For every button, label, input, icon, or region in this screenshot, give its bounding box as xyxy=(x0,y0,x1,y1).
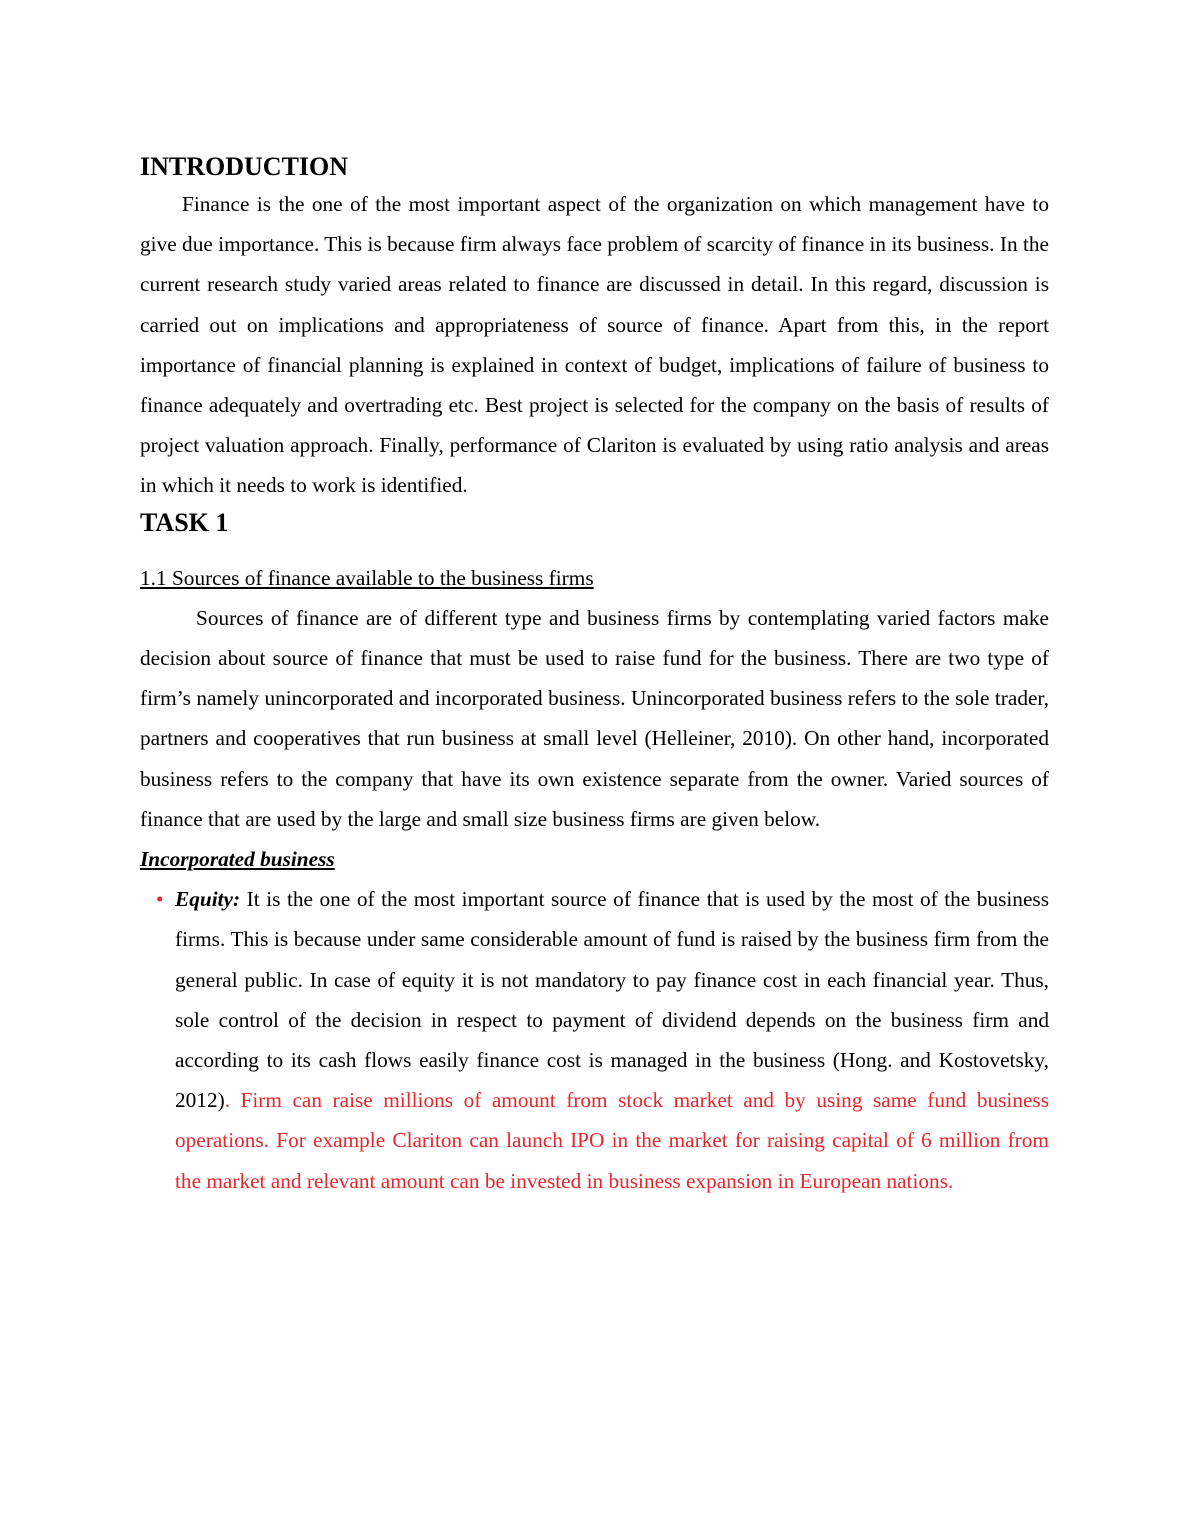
introduction-paragraph: Finance is the one of the most important aspect of the organization on which management have to give due importance. This is because firm always face problem of scarcity of finance in its business. In the current research study varied areas related to finance are discussed in detail. In this regard, discussion is carried out on implications and appropriateness of source of finance. Apart from this, in the report importance of financial planning is explained in context of budget, implications of failure of business to finance adequately and overtrading etc. Best project is selected for the company on the basis of results of project valuation approach. Finally, performance of Clariton is evaluated by using ratio analysis and areas in which it needs to work is identified. xyxy=(140,192,1049,498)
section-1-1-heading: 1.1 Sources of finance available to the business firms xyxy=(140,565,594,590)
document-page xyxy=(140,150,1049,1201)
task-1-heading: TASK 1 xyxy=(140,507,229,537)
equity-highlighted-text: . Firm can raise millions of amount from stock market and by using same fund business operations. For example Clariton can launch IPO in the market for raising capital of 6 million from the market and relevant amount can be invested in business expansion in European nations. xyxy=(175,1088,1049,1193)
equity-term: Equity: xyxy=(175,887,241,912)
finance-sources-list xyxy=(140,879,1049,1201)
bullet-icon: • xyxy=(156,887,164,912)
introduction-heading: INTRODUCTION xyxy=(140,152,349,181)
sources-of-finance-paragraph: Sources of finance are of different type and business firms by contemplating varied factors make decision about source of finance that must be used to raise fund for the business. There are two type of firm’s namely unincorporated and incorporated business. Unincorporated business refers to the sole trader, partners and cooperatives that run business at small level (Helleiner, 2010). On other hand, incorporated business refers to the company that have its own existence separate from the owner. Varied sources of finance that are used by the large and small size business firms are given below. xyxy=(140,605,1049,831)
equity-paragraph xyxy=(175,879,1049,1201)
list-item-equity xyxy=(140,879,1049,1201)
equity-description: It is the one of the most important source of finance that is used by the most of the business firms. This is because under same considerable amount of fund is raised by the business firm from the general public. In case of equity it is not mandatory to pay finance cost in each financial year. Thus, sole control of the decision in respect to payment of dividend depends on the business firm and according to its cash flows easily finance cost is managed in the business (Hong. and Kostovetsky, 2012) xyxy=(175,887,1049,1113)
incorporated-business-label: Incorporated business xyxy=(140,847,335,872)
